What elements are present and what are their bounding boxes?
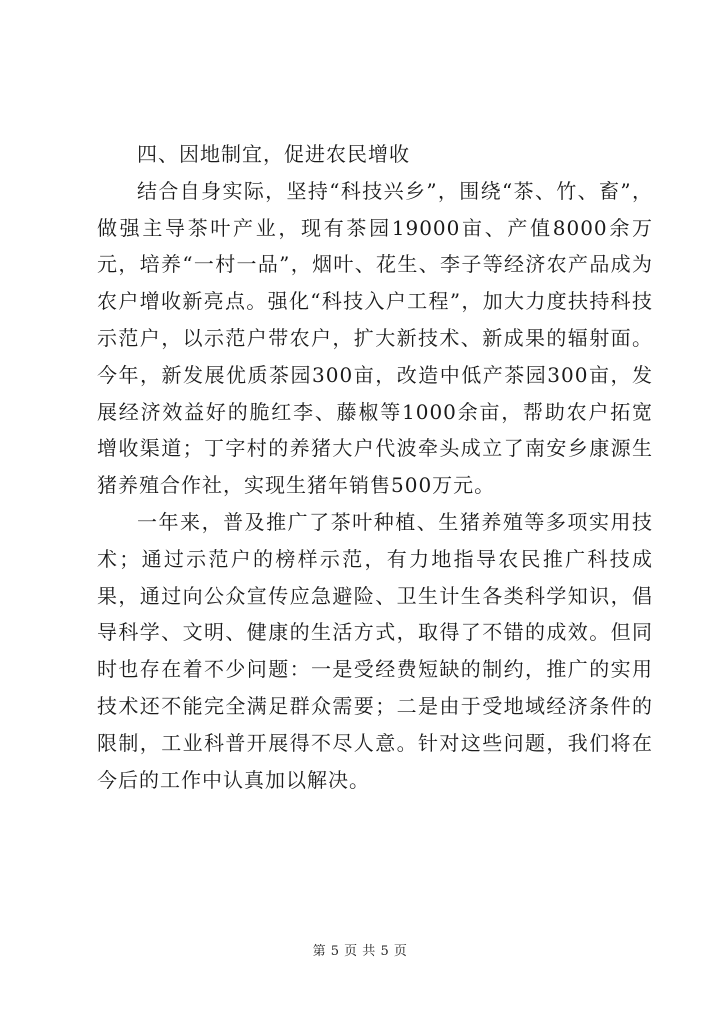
section-heading: 四、因地制宜，促进农民增收 — [137, 142, 410, 166]
paragraph-2: 一年来，普及推广了茶叶种植、生猪养殖等多项实用技术；通过示范户的榜样示范，有力地指导农民推广科技成果，通过向公众宣传应急避险、卫生计生各类科学知识，倡导科学、文明、健康的生活方式，取得了不错的成效。但同时也存在着不少问题：一是受经费短缺的制约，推广的实用技术还不能完全满足群众需要；二是由于受地域经济条件的限制，工业科普开展得不尽人意。针对这些问题，我们将在今后的工作中认真加以解决。 — [97, 509, 653, 792]
document-body — [97, 136, 653, 798]
page-number-footer: 第 5 页 共 5 页 — [312, 944, 408, 959]
paragraph-1: 结合自身实际，坚持“科技兴乡”，围绕“茶、竹、畜”，做强主导茶叶产业，现有茶园19000亩、产值8000余万元，培养“一村一品”，烟叶、花生、李子等经济农产品成为农户增收新亮点。强化“科技入户工程”，加大力度扶持科技示范户，以示范户带农户，扩大新技术、新成果的辐射面。今年，新发展优质茶园300亩，改造中低产茶园300亩，发展经济效益好的脆红李、藤椒等1000余亩，帮助农户拓宽增收渠道；丁字村的养猪大户代波牵头成立了南安乡康源生猪养殖合作社，实现生猪年销售500万元。 — [97, 178, 653, 498]
